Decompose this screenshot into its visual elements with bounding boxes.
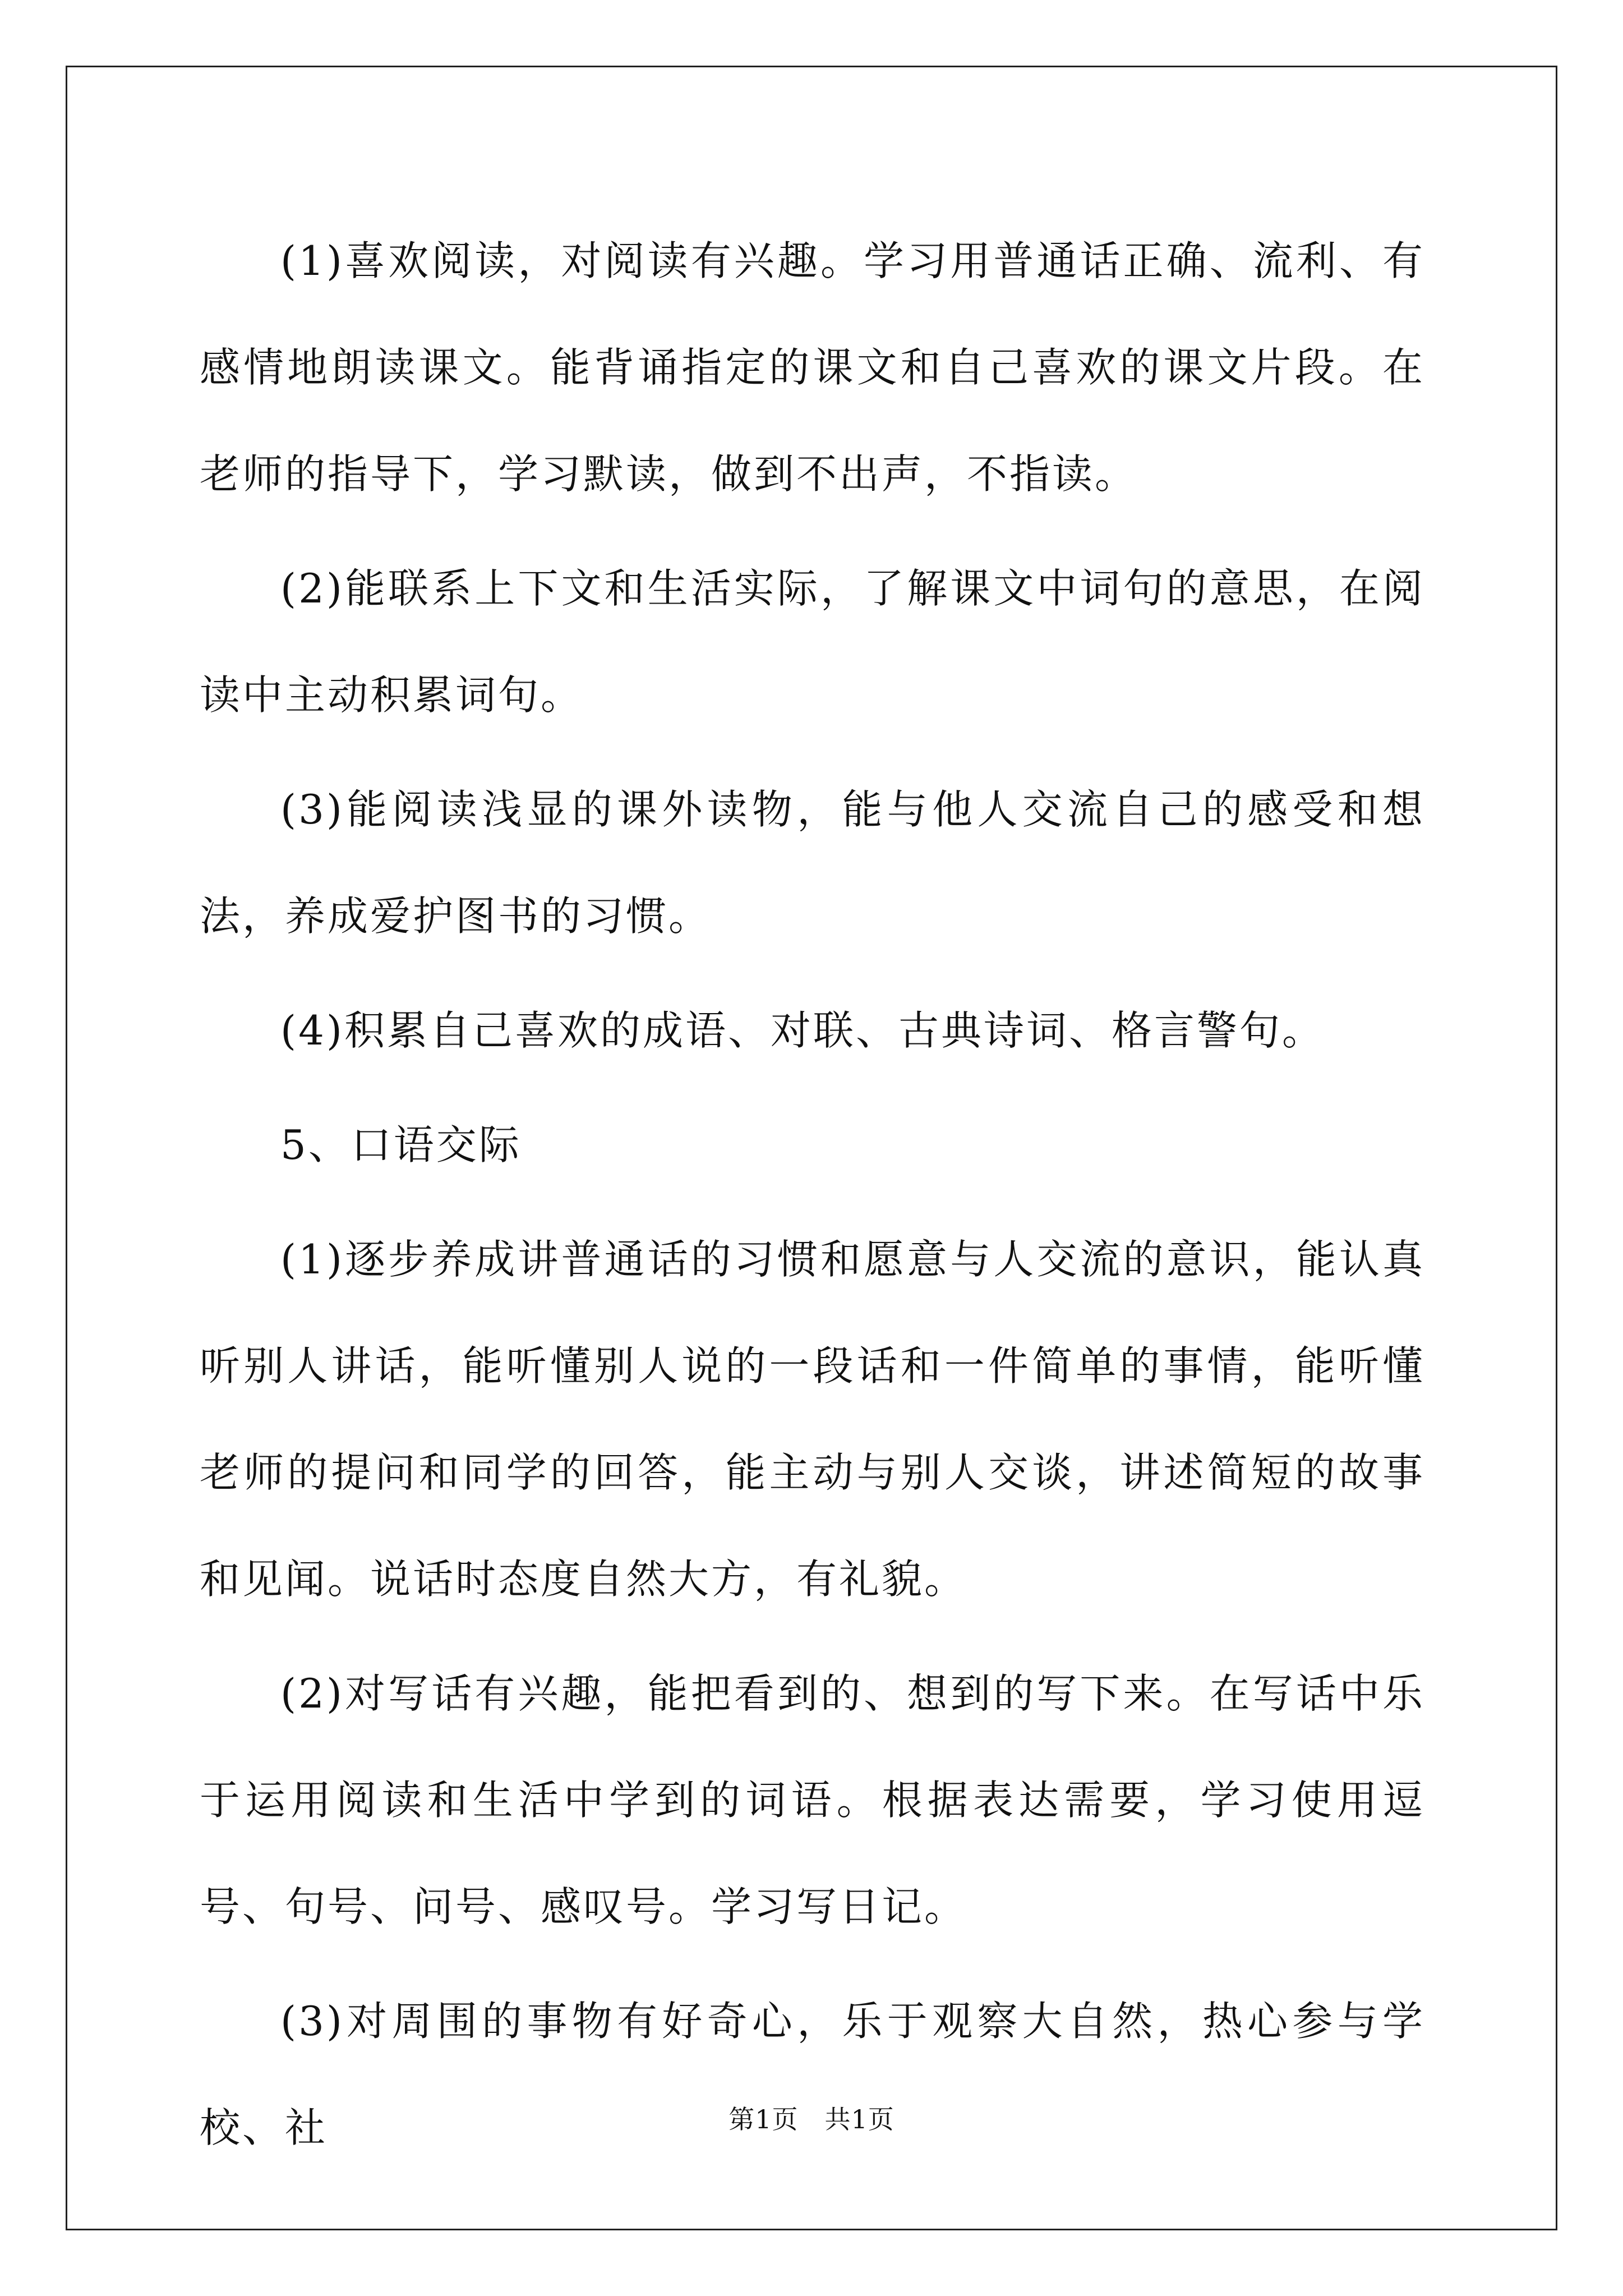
paragraph-reading-4: (4)积累自己喜欢的成语、对联、古典诗词、格言警句。: [280, 1007, 1325, 1054]
paragraph-reading-3: (3)能阅读浅显的课外读物，能与他人交流自己的感受和想法，养成爱护图书的习惯。: [200, 786, 1425, 940]
paragraph-oral-2: (2)对写话有兴趣，能把看到的、想到的写下来。在写话中乐于运用阅读和生活中学到的词语。根据表达需要，学习使用逗号、句号、问号、感叹号。学习写日记。: [200, 1670, 1425, 1930]
section-heading-oral: 5、口语交际: [280, 1121, 522, 1168]
page-number-footer: 第1页 共1页: [728, 2104, 895, 2134]
paragraph-oral-1: (1)逐步养成讲普通话的习惯和愿意与人交流的意识，能认真听别人讲话，能听懂别人说的一段话和一件简单的事情，能听懂老师的提问和同学的回答，能主动与别人交谈，讲述简短的故事和见闻。说话时态度自然大方，有礼貌。: [200, 1236, 1425, 1603]
document-body: [200, 208, 1425, 2189]
paragraph-reading-2: (2)能联系上下文和生活实际，了解课文中词句的意思，在阅读中主动积累词句。: [200, 565, 1425, 719]
paragraph-oral-3: (3)对周围的事物有好奇心，乐于观察大自然，热心参与学校、社: [200, 1998, 1425, 2151]
paragraph-reading-1: (1)喜欢阅读，对阅读有兴趣。学习用普通话正确、流利、有感情地朗读课文。能背诵指定的课文和自己喜欢的课文片段。在老师的指导下，学习默读，做到不出声，不指读。: [200, 237, 1425, 498]
